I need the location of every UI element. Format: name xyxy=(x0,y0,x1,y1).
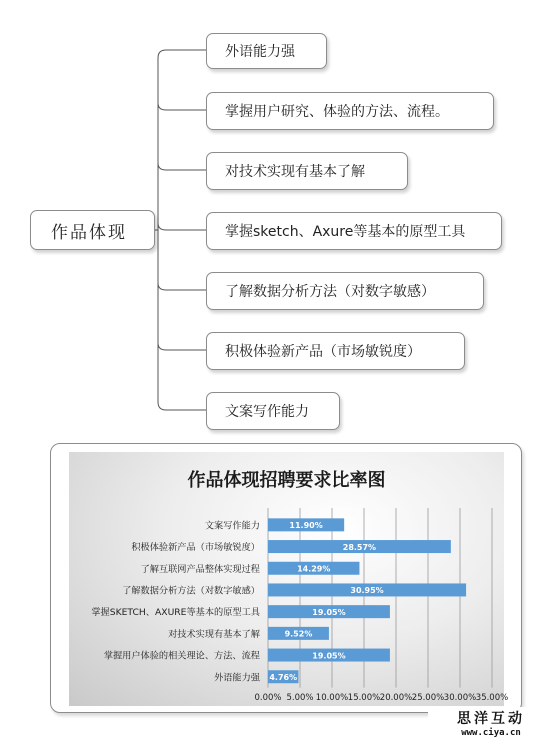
data-label: 19.05% xyxy=(312,607,346,617)
connector-branch-3 xyxy=(158,163,206,170)
x-tick-label: 0.00% xyxy=(254,693,282,703)
bar-chart xyxy=(69,452,509,706)
category-label: 文案写作能力 xyxy=(204,520,260,532)
branch-node-2 xyxy=(206,92,494,130)
x-tick-label: 10.00% xyxy=(315,693,349,703)
x-tick-label: 25.00% xyxy=(411,693,445,703)
connector-branch-2 xyxy=(158,103,206,110)
root-node-label: 作品体现 xyxy=(51,222,127,243)
x-tick-label: 35.00% xyxy=(475,693,509,703)
branch-node-label: 外语能力强 xyxy=(225,44,295,60)
category-label: 积极体验新产品（市场敏锐度） xyxy=(131,542,260,554)
branch-node-label: 掌握用户研究、体验的方法、流程。 xyxy=(225,104,449,120)
data-label: 30.95% xyxy=(350,586,384,596)
data-label: 11.90% xyxy=(289,521,323,531)
data-label: 4.76% xyxy=(269,672,298,682)
chart-area xyxy=(69,452,509,706)
connector-branch-6 xyxy=(158,343,206,350)
connector-branch-5 xyxy=(158,283,206,290)
branch-node-1 xyxy=(206,33,327,69)
connector-branch-4 xyxy=(158,223,206,230)
category-label: 了解互联网产品整体实现过程 xyxy=(140,563,260,575)
x-tick-label: 30.00% xyxy=(443,693,477,703)
x-tick-label: 5.00% xyxy=(286,693,314,703)
watermark-url: www.ciya.cn xyxy=(461,728,521,738)
category-label: 了解数据分析方法（对数字敏感） xyxy=(122,585,260,597)
data-label: 9.52% xyxy=(284,629,313,639)
branch-node-label: 掌握sketch、Axure等基本的原型工具 xyxy=(225,224,466,240)
branch-node-6 xyxy=(206,332,465,370)
root-node xyxy=(30,210,155,250)
category-label: 掌握用户体验的相关理论、方法、流程 xyxy=(103,650,260,662)
category-label: 对技术实现有基本了解 xyxy=(168,628,260,640)
category-label: 掌握SKETCH、AXURE等基本的原型工具 xyxy=(91,607,260,619)
data-label: 14.29% xyxy=(297,564,331,574)
branch-node-label: 积极体验新产品（市场敏锐度） xyxy=(225,344,421,360)
x-tick-label: 20.00% xyxy=(379,693,413,703)
branch-node-label: 了解数据分析方法（对数字敏感） xyxy=(225,284,435,300)
watermark xyxy=(428,707,554,745)
data-label: 28.57% xyxy=(342,542,377,552)
branch-node-5 xyxy=(206,272,484,310)
branch-node-label: 文案写作能力 xyxy=(225,404,309,420)
branch-node-4 xyxy=(206,212,502,250)
branch-node-7 xyxy=(206,392,340,430)
chart-title: 作品体现招聘要求比率图 xyxy=(187,470,386,491)
category-label: 外语能力强 xyxy=(214,672,260,684)
data-label: 19.05% xyxy=(312,651,346,661)
x-tick-label: 15.00% xyxy=(347,693,381,703)
branch-node-3 xyxy=(206,152,408,190)
watermark-title: 思洋互动 xyxy=(457,711,525,727)
branch-node-label: 对技术实现有基本了解 xyxy=(225,164,365,180)
chart-panel xyxy=(50,443,522,713)
